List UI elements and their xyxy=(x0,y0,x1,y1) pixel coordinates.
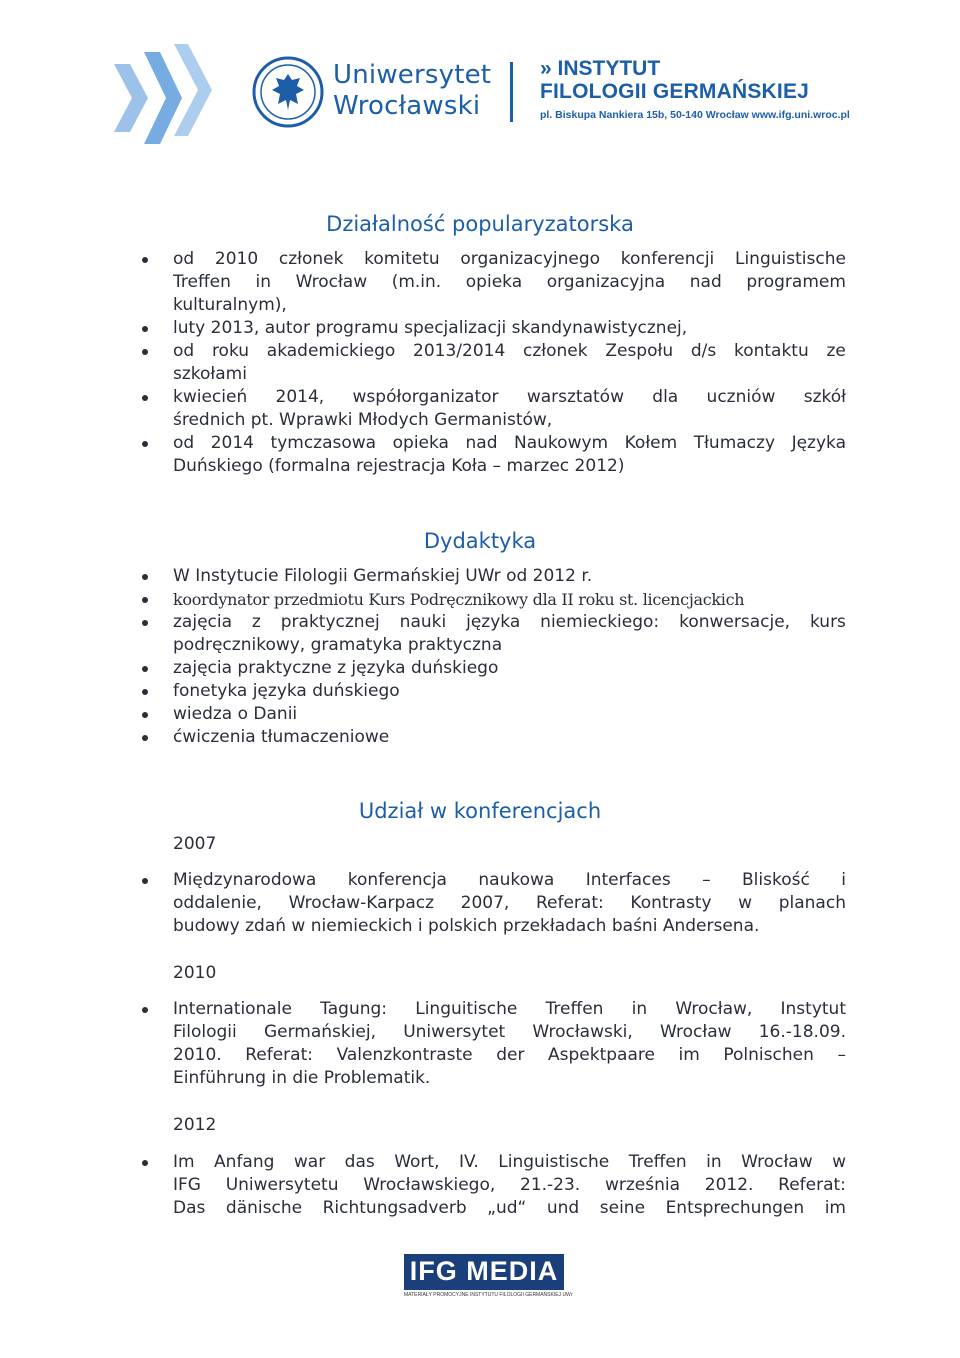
word: nad xyxy=(689,272,722,292)
line-text xyxy=(173,1151,846,1174)
bullet-icon xyxy=(142,666,148,672)
word: 21.-23. xyxy=(520,1175,581,1195)
line-text xyxy=(173,1197,846,1220)
word: Linguistische xyxy=(734,249,846,269)
word: in xyxy=(631,999,648,1019)
word: der xyxy=(496,1045,525,1065)
list-item xyxy=(0,588,846,611)
word: kontaktu xyxy=(733,341,809,361)
word: d/s xyxy=(690,341,717,361)
line-text xyxy=(173,892,846,915)
line-text xyxy=(173,1021,846,1044)
list-item xyxy=(0,317,846,340)
university-seal-icon xyxy=(252,56,324,128)
line-text: podręcznikowy, gramatyka praktyczna xyxy=(173,635,503,655)
word: Aspektpaare xyxy=(548,1045,655,1065)
word: Germańskiej, xyxy=(263,1022,377,1042)
word: Interfaces xyxy=(585,870,671,890)
word: im xyxy=(824,1198,846,1218)
line-text: kulturalnym), xyxy=(173,295,287,315)
word: Wrocław, xyxy=(675,999,753,1019)
word: konwersacje, xyxy=(679,612,791,632)
university-name xyxy=(333,60,491,122)
word: naukowa xyxy=(478,870,555,890)
institute-line1: » INSTYTUT xyxy=(540,57,661,80)
list-item xyxy=(0,998,846,1090)
bullet-icon xyxy=(142,1160,148,1166)
word: organizacyjna xyxy=(546,272,666,292)
word: oddalenie, xyxy=(173,893,262,913)
word: Uniwersytet xyxy=(403,1022,506,1042)
word: w xyxy=(832,1152,846,1172)
word: nauki xyxy=(399,612,447,632)
word: (m.in. xyxy=(391,272,442,292)
list-item xyxy=(0,565,846,588)
word: Treffen xyxy=(628,1152,687,1172)
word: das xyxy=(344,1152,375,1172)
word: 2014 xyxy=(210,433,254,453)
list-item xyxy=(0,726,846,749)
word: Wrocław-Karpacz xyxy=(288,893,435,913)
bullet-icon xyxy=(142,712,148,718)
bullet-icon xyxy=(142,689,148,695)
word: szkół xyxy=(803,387,846,407)
conference-list xyxy=(0,998,846,1090)
word: Referat: xyxy=(778,1175,846,1195)
page-header xyxy=(0,0,960,160)
word: od xyxy=(173,341,195,361)
word: Zespołu xyxy=(605,341,674,361)
list-item xyxy=(0,703,846,726)
conference-year: 2007 xyxy=(173,834,217,854)
word: Anfang xyxy=(214,1152,275,1172)
list-item xyxy=(0,248,846,317)
bullet-icon xyxy=(142,735,148,741)
bullet-icon xyxy=(142,257,148,263)
word: konferencji xyxy=(620,249,715,269)
word: Wrocław xyxy=(659,1022,732,1042)
bullet-icon xyxy=(142,878,148,884)
word: in xyxy=(706,1152,722,1172)
list-item xyxy=(0,657,846,680)
word: IFG xyxy=(173,1175,201,1195)
bullet-icon xyxy=(142,326,148,332)
word: od xyxy=(173,249,195,269)
section-heading-conferences: Udział w konferencjach xyxy=(358,799,602,823)
word: Referat: xyxy=(245,1045,313,1065)
list-item xyxy=(0,611,846,657)
word: warsztatów xyxy=(526,387,624,407)
word: Internationale xyxy=(173,999,292,1019)
line-text: szkołami xyxy=(173,364,247,384)
list-item xyxy=(0,680,846,703)
list-item xyxy=(0,340,846,386)
bullet-icon xyxy=(142,620,148,626)
line-text: ćwiczenia tłumaczeniowe xyxy=(173,727,390,747)
word: „ud“ xyxy=(487,1198,527,1218)
word: członek xyxy=(523,341,588,361)
word: organizacyjnego xyxy=(460,249,601,269)
line-text: Duńskiego (formalna rejestracja Koła – marzec 2012) xyxy=(173,456,625,476)
section-heading-popular: Działalność popularyzatorska xyxy=(326,212,634,236)
line-text: wiedza o Danii xyxy=(173,704,298,724)
line-text: średnich pt. Wprawki Młodych Germanistów, xyxy=(173,410,553,430)
word: nad xyxy=(465,433,498,453)
word: 2010 xyxy=(214,249,259,269)
line-text xyxy=(173,869,846,892)
word: roku xyxy=(211,341,250,361)
line-text: budowy zdań w niemieckich i polskich przekładach baśni Andersena. xyxy=(173,916,760,936)
word: niemieckiego: xyxy=(540,612,660,632)
word: Filologii xyxy=(173,1022,237,1042)
list-item xyxy=(0,869,846,938)
word: i xyxy=(841,870,846,890)
conference-year: 2010 xyxy=(173,963,217,983)
word: członek xyxy=(278,249,344,269)
word: – xyxy=(702,870,711,890)
line-text xyxy=(173,1044,846,1067)
institute-address: pl. Biskupa Nankiera 15b, 50-140 Wrocław www.ifg.uni.wroc.pl xyxy=(540,109,850,121)
bullet-icon xyxy=(142,349,148,355)
university-name-line1: Uniwersytet xyxy=(333,60,492,90)
word: języka xyxy=(466,612,521,632)
word: zajęcia xyxy=(173,612,233,632)
bullet-icon xyxy=(142,574,148,580)
popular-list xyxy=(0,248,846,478)
word: opieka xyxy=(465,272,523,292)
word: Linguistische xyxy=(498,1152,610,1172)
university-name-line2: Wrocławski xyxy=(333,91,481,121)
line-text xyxy=(173,386,846,409)
word: Kołem xyxy=(624,433,678,453)
word: programem xyxy=(746,272,846,292)
footer-tagline: MATERIAŁY PROMOCYJNE INSTYTUTU FILOLOGII GERMAŃSKIEJ UWr xyxy=(404,1292,573,1298)
word: seine xyxy=(599,1198,646,1218)
section-heading-teaching: Dydaktyka xyxy=(423,529,537,553)
bullet-icon xyxy=(142,1007,148,1013)
word: praktycznej xyxy=(280,612,380,632)
word: 2014, xyxy=(275,387,325,407)
line-text xyxy=(173,340,846,363)
line-text: fonetyka języka duńskiego xyxy=(173,681,400,701)
word: uczniów xyxy=(706,387,776,407)
line-text xyxy=(173,271,846,294)
word: Das xyxy=(173,1198,206,1218)
word: Treffen xyxy=(173,272,231,292)
word: Polnischen xyxy=(723,1045,814,1065)
word: komitetu xyxy=(364,249,440,269)
word: und xyxy=(546,1198,580,1218)
word: Kontrasty xyxy=(630,893,712,913)
word: 16.-18.09. xyxy=(758,1022,846,1042)
line-text: koordynator przedmiotu Kurs Podręcznikowy dla II roku st. licencjackich xyxy=(173,590,745,609)
bullet-icon xyxy=(142,441,148,447)
word: Bliskość xyxy=(742,870,810,890)
chevrons-logo-icon xyxy=(108,44,218,154)
word: kurs xyxy=(809,612,846,632)
conference-list xyxy=(0,1151,846,1220)
word: Valenzkontraste xyxy=(336,1045,473,1065)
word: konferencja xyxy=(347,870,447,890)
word: 2007, xyxy=(460,893,510,913)
institute-line2: FILOLOGII GERMAŃSKIEJ xyxy=(540,80,810,103)
word: Referat: xyxy=(535,893,604,913)
word: Uniwersytetu xyxy=(225,1175,339,1195)
word: 2012. xyxy=(704,1175,754,1195)
word: Wrocław xyxy=(295,272,368,292)
word: IV. xyxy=(458,1152,479,1172)
word: tymczasowa xyxy=(270,433,377,453)
teaching-list xyxy=(0,565,846,749)
list-item xyxy=(0,432,846,478)
word: kwiecień xyxy=(173,387,248,407)
header-divider xyxy=(510,62,513,122)
ifg-media-logo xyxy=(404,1254,564,1290)
conference-list xyxy=(0,869,846,938)
word: Treffen xyxy=(545,999,604,1019)
line-text xyxy=(173,998,846,1021)
word: Naukowym xyxy=(514,433,609,453)
word: dänische xyxy=(225,1198,303,1218)
line-text: zajęcia praktyczne z języka duńskiego xyxy=(173,658,499,678)
line-text: W Instytucie Filologii Germańskiej UWr od 2012 r. xyxy=(173,566,593,586)
word: ze xyxy=(826,341,846,361)
bullet-icon xyxy=(142,597,148,603)
word: war xyxy=(293,1152,326,1172)
word: Instytut xyxy=(780,999,846,1019)
conference-year: 2012 xyxy=(173,1115,217,1135)
word: Wort, xyxy=(394,1152,440,1172)
word: Entsprechungen xyxy=(665,1198,805,1218)
line-text: Einführung in die Problematik. xyxy=(173,1068,431,1088)
word: 2010. xyxy=(173,1045,222,1065)
word: Międzynarodowa xyxy=(173,870,317,890)
word: od xyxy=(173,433,195,453)
line-text xyxy=(173,1174,846,1197)
institute-logo xyxy=(540,58,850,124)
word: września xyxy=(604,1175,681,1195)
line-text xyxy=(173,611,846,634)
word: Tagung: xyxy=(320,999,388,1019)
word: w xyxy=(738,893,753,913)
line-text: luty 2013, autor programu specjalizacji skandynawistycznej, xyxy=(173,318,688,338)
word: in xyxy=(255,272,271,292)
list-item xyxy=(0,1151,846,1220)
word: Im xyxy=(173,1152,195,1172)
line-text xyxy=(173,248,846,271)
word: Wrocław xyxy=(741,1152,813,1172)
bullet-icon xyxy=(142,395,148,401)
list-item xyxy=(0,386,846,432)
word: planach xyxy=(778,893,846,913)
word: im xyxy=(678,1045,700,1065)
line-text xyxy=(173,432,846,455)
word: Wrocławski, xyxy=(532,1022,633,1042)
word: Richtungsadverb xyxy=(322,1198,467,1218)
word: współorganizator xyxy=(352,387,499,407)
ifg-media-logo-text: IFG MEDIA xyxy=(409,1256,559,1286)
word: Wrocławskiego, xyxy=(363,1175,496,1195)
word: akademickiego xyxy=(266,341,396,361)
word: dla xyxy=(652,387,679,407)
word: opieka xyxy=(392,433,449,453)
word: – xyxy=(837,1045,846,1065)
word: Języka xyxy=(791,433,846,453)
word: z xyxy=(251,612,261,632)
word: 2013/2014 xyxy=(413,341,506,361)
word: Tłumaczy xyxy=(693,433,776,453)
word: Linguitische xyxy=(415,999,518,1019)
